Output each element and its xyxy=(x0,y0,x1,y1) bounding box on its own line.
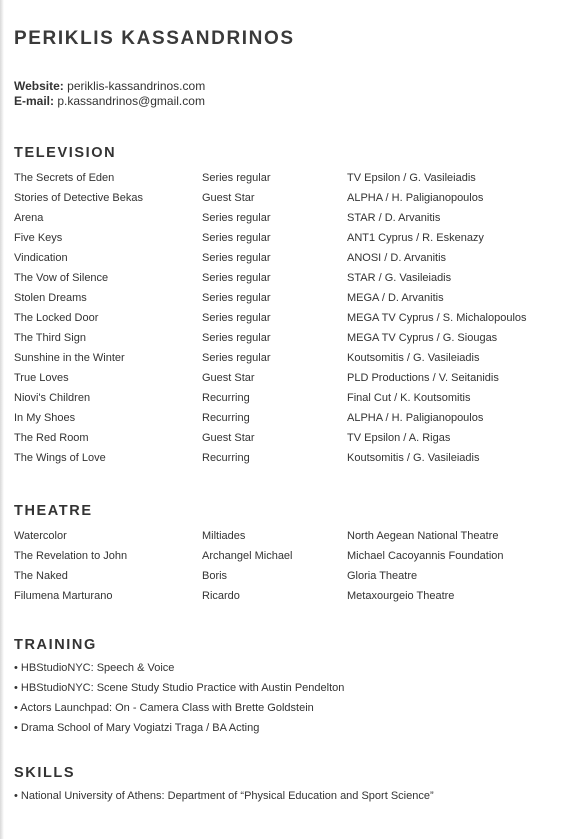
theatre-row xyxy=(0,550,569,570)
title-cell: Vindication xyxy=(14,252,68,264)
role-cell: Recurring xyxy=(202,412,250,424)
email-line xyxy=(14,94,205,108)
role-cell: Series regular xyxy=(202,332,271,344)
email-value[interactable]: p.kassandrinos@gmail.com xyxy=(57,94,205,108)
skills-item: • National University of Athens: Department of “Physical Education and Sport Science” xyxy=(14,790,434,802)
company-cell: ANT1 Cyprus / R. Eskenazy xyxy=(347,232,484,244)
role-cell: Series regular xyxy=(202,352,271,364)
role-cell: Series regular xyxy=(202,252,271,264)
email-label: E-mail: xyxy=(14,94,55,108)
title-cell: The Locked Door xyxy=(14,312,99,324)
role-cell: Series regular xyxy=(202,232,271,244)
television-row xyxy=(0,332,569,352)
company-cell: North Aegean National Theatre xyxy=(347,530,499,542)
company-cell: Metaxourgeio Theatre xyxy=(347,590,455,602)
training-heading: TRAINING xyxy=(14,637,97,653)
title-cell: True Loves xyxy=(14,372,69,384)
television-row xyxy=(0,412,569,432)
television-row xyxy=(0,352,569,372)
title-cell: Watercolor xyxy=(14,530,67,542)
company-cell: ANOSI / D. Arvanitis xyxy=(347,252,447,264)
title-cell: In My Shoes xyxy=(14,412,76,424)
company-cell: TV Epsilon / A. Rigas xyxy=(347,432,451,444)
training-item: • HBStudioNYC: Speech & Voice xyxy=(14,662,175,674)
role-cell: Series regular xyxy=(202,292,271,304)
company-cell: Michael Cacoyannis Foundation xyxy=(347,550,504,562)
theatre-row xyxy=(0,590,569,610)
television-row xyxy=(0,452,569,472)
television-row xyxy=(0,172,569,192)
company-cell: ALPHA / H. Paligianopoulos xyxy=(347,412,484,424)
company-cell: Final Cut / K. Koutsomitis xyxy=(347,392,471,404)
role-cell: Series regular xyxy=(202,312,271,324)
role-cell: Boris xyxy=(202,570,228,582)
actor-name: PERIKLIS KASSANDRINOS xyxy=(14,28,295,49)
title-cell: The Vow of Silence xyxy=(14,272,109,284)
website-line xyxy=(14,79,205,93)
television-row xyxy=(0,392,569,412)
skills-heading: SKILLS xyxy=(14,765,76,781)
company-cell: Koutsomitis / G. Vasileiadis xyxy=(347,452,480,464)
company-cell: MEGA TV Cyprus / G. Siougas xyxy=(347,332,498,344)
title-cell: The Wings of Love xyxy=(14,452,106,464)
company-cell: Koutsomitis / G. Vasileiadis xyxy=(347,352,480,364)
role-cell: Miltiades xyxy=(202,530,246,542)
title-cell: Filumena Marturano xyxy=(14,590,113,602)
role-cell: Ricardo xyxy=(202,590,240,602)
role-cell: Series regular xyxy=(202,212,271,224)
theatre-row xyxy=(0,530,569,550)
company-cell: STAR / G. Vasileiadis xyxy=(347,272,452,284)
television-heading: TELEVISION xyxy=(14,145,117,161)
title-cell: Five Keys xyxy=(14,232,63,244)
title-cell: The Naked xyxy=(14,570,68,582)
training-item: • Drama School of Mary Vogiatzi Traga / BA Acting xyxy=(14,722,260,734)
company-cell: STAR / D. Arvanitis xyxy=(347,212,441,224)
role-cell: Guest Star xyxy=(202,432,255,444)
role-cell: Recurring xyxy=(202,392,250,404)
television-row xyxy=(0,292,569,312)
title-cell: The Red Room xyxy=(14,432,89,444)
role-cell: Archangel Michael xyxy=(202,550,293,562)
television-row xyxy=(0,272,569,292)
role-cell: Guest Star xyxy=(202,192,255,204)
title-cell: The Revelation to John xyxy=(14,550,128,562)
role-cell: Recurring xyxy=(202,452,250,464)
website-value[interactable]: periklis-kassandrinos.com xyxy=(67,79,206,93)
title-cell: The Third Sign xyxy=(14,332,86,344)
company-cell: MEGA TV Cyprus / S. Michalopoulos xyxy=(347,312,527,324)
television-row xyxy=(0,432,569,452)
theatre-heading: THEATRE xyxy=(14,503,93,519)
television-row xyxy=(0,252,569,272)
training-item: • Actors Launchpad: On - Camera Class with Brette Goldstein xyxy=(14,702,314,714)
television-row xyxy=(0,232,569,252)
company-cell: Gloria Theatre xyxy=(347,570,418,582)
company-cell: TV Epsilon / G. Vasileiadis xyxy=(347,172,476,184)
television-row xyxy=(0,212,569,232)
title-cell: Niovi's Children xyxy=(14,392,91,404)
television-row xyxy=(0,192,569,212)
television-row xyxy=(0,372,569,392)
television-row xyxy=(0,312,569,332)
training-item: • HBStudioNYC: Scene Study Studio Practice with Austin Pendelton xyxy=(14,682,345,694)
company-cell: PLD Productions / V. Seitanidis xyxy=(347,372,499,384)
company-cell: ALPHA / H. Paligianopoulos xyxy=(347,192,484,204)
company-cell: MEGA / D. Arvanitis xyxy=(347,292,444,304)
role-cell: Guest Star xyxy=(202,372,255,384)
title-cell: Stories of Detective Bekas xyxy=(14,192,144,204)
title-cell: Stolen Dreams xyxy=(14,292,87,304)
title-cell: Sunshine in the Winter xyxy=(14,352,125,364)
title-cell: The Secrets of Eden xyxy=(14,172,115,184)
theatre-row xyxy=(0,570,569,590)
role-cell: Series regular xyxy=(202,172,271,184)
role-cell: Series regular xyxy=(202,272,271,284)
website-label: Website: xyxy=(14,79,64,93)
title-cell: Arena xyxy=(14,212,44,224)
